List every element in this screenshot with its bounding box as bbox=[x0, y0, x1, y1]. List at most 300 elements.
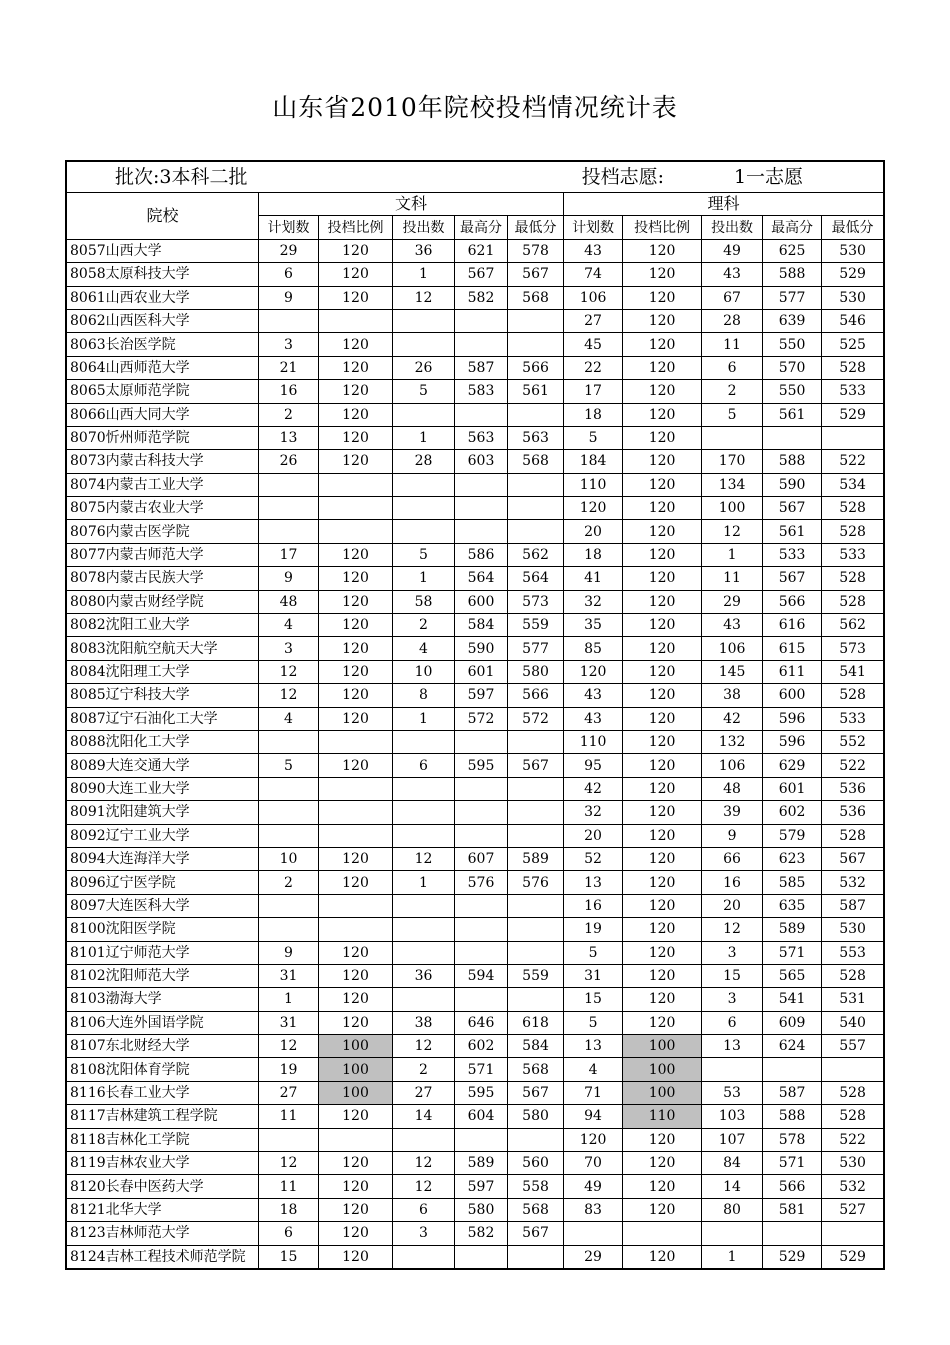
col-header: 投档比例 bbox=[623, 216, 702, 239]
arts-cell: 120 bbox=[319, 1198, 393, 1221]
arts-cell: 4 bbox=[259, 707, 319, 730]
arts-cell bbox=[393, 309, 455, 332]
arts-cell: 595 bbox=[455, 754, 508, 777]
arts-cell: 578 bbox=[508, 239, 564, 262]
school-name: 8057山西大学 bbox=[67, 239, 259, 262]
school-name: 8073内蒙古科技大学 bbox=[67, 450, 259, 473]
arts-cell bbox=[455, 309, 508, 332]
school-name: 8120长春中医药大学 bbox=[67, 1175, 259, 1198]
science-cell: 530 bbox=[822, 1152, 884, 1175]
science-cell: 528 bbox=[822, 684, 884, 707]
arts-cell: 120 bbox=[319, 239, 393, 262]
science-cell: 11 bbox=[702, 333, 763, 356]
arts-cell: 10 bbox=[259, 847, 319, 870]
arts-cell bbox=[259, 730, 319, 753]
arts-cell: 3 bbox=[259, 637, 319, 660]
science-cell: 585 bbox=[763, 871, 822, 894]
arts-cell: 26 bbox=[393, 356, 455, 379]
arts-cell: 120 bbox=[319, 964, 393, 987]
science-cell: 581 bbox=[763, 1198, 822, 1221]
table-row bbox=[67, 590, 884, 613]
school-name: 8065太原师范学院 bbox=[67, 380, 259, 403]
science-cell: 134 bbox=[702, 473, 763, 496]
science-cell: 120 bbox=[623, 730, 702, 753]
science-cell: 170 bbox=[702, 450, 763, 473]
table-row bbox=[67, 707, 884, 730]
science-cell: 528 bbox=[822, 964, 884, 987]
arts-cell: 2 bbox=[259, 403, 319, 426]
school-header: 院校 bbox=[67, 193, 259, 240]
science-cell: 609 bbox=[763, 1011, 822, 1034]
table-row bbox=[67, 543, 884, 566]
arts-cell: 1 bbox=[393, 567, 455, 590]
science-cell: 590 bbox=[763, 473, 822, 496]
science-cell: 570 bbox=[763, 356, 822, 379]
science-cell: 629 bbox=[763, 754, 822, 777]
arts-cell: 1 bbox=[393, 263, 455, 286]
science-cell: 557 bbox=[822, 1035, 884, 1058]
science-cell: 1 bbox=[702, 1245, 763, 1268]
table-row bbox=[67, 520, 884, 543]
arts-cell: 12 bbox=[259, 684, 319, 707]
arts-cell bbox=[508, 520, 564, 543]
arts-cell: 120 bbox=[319, 684, 393, 707]
school-name: 8075内蒙古农业大学 bbox=[67, 497, 259, 520]
table-row bbox=[67, 964, 884, 987]
arts-cell: 17 bbox=[259, 543, 319, 566]
science-cell bbox=[822, 1222, 884, 1245]
arts-cell bbox=[259, 1128, 319, 1151]
arts-cell: 12 bbox=[393, 1035, 455, 1058]
science-cell: 120 bbox=[623, 871, 702, 894]
science-cell bbox=[822, 1058, 884, 1081]
science-cell: 531 bbox=[822, 988, 884, 1011]
science-cell: 83 bbox=[564, 1198, 623, 1221]
science-cell: 120 bbox=[623, 964, 702, 987]
science-cell: 1 bbox=[702, 543, 763, 566]
arts-cell bbox=[455, 1128, 508, 1151]
arts-cell: 646 bbox=[455, 1011, 508, 1034]
science-cell: 530 bbox=[822, 286, 884, 309]
arts-cell: 580 bbox=[455, 1198, 508, 1221]
school-name: 8080内蒙古财经学院 bbox=[67, 590, 259, 613]
col-header: 最高分 bbox=[455, 216, 508, 239]
science-cell: 184 bbox=[564, 450, 623, 473]
science-cell: 2 bbox=[702, 380, 763, 403]
arts-cell bbox=[508, 824, 564, 847]
school-name: 8108沈阳体育学院 bbox=[67, 1058, 259, 1081]
school-name: 8107东北财经大学 bbox=[67, 1035, 259, 1058]
table-row bbox=[67, 801, 884, 824]
arts-cell: 6 bbox=[393, 754, 455, 777]
arts-cell bbox=[455, 941, 508, 964]
arts-cell: 120 bbox=[319, 847, 393, 870]
arts-cell bbox=[319, 309, 393, 332]
science-cell: 552 bbox=[822, 730, 884, 753]
arts-cell bbox=[508, 777, 564, 800]
volunteer-value: 1一志愿 bbox=[733, 166, 804, 188]
arts-cell bbox=[319, 520, 393, 543]
table-row bbox=[67, 1198, 884, 1221]
arts-cell: 580 bbox=[508, 1105, 564, 1128]
arts-cell: 120 bbox=[319, 1175, 393, 1198]
arts-cell: 607 bbox=[455, 847, 508, 870]
table-row bbox=[67, 730, 884, 753]
arts-cell: 589 bbox=[455, 1152, 508, 1175]
arts-cell: 120 bbox=[319, 1152, 393, 1175]
table-row bbox=[67, 473, 884, 496]
arts-cell: 120 bbox=[319, 614, 393, 637]
science-cell: 67 bbox=[702, 286, 763, 309]
science-cell: 120 bbox=[623, 918, 702, 941]
arts-cell: 559 bbox=[508, 964, 564, 987]
arts-cell bbox=[393, 403, 455, 426]
school-name: 8076内蒙古医学院 bbox=[67, 520, 259, 543]
arts-cell bbox=[319, 894, 393, 917]
science-cell: 4 bbox=[564, 1058, 623, 1081]
science-cell: 120 bbox=[623, 1245, 702, 1268]
arts-cell: 120 bbox=[319, 1222, 393, 1245]
arts-cell: 120 bbox=[319, 1105, 393, 1128]
arts-cell: 568 bbox=[508, 1198, 564, 1221]
science-cell: 120 bbox=[623, 356, 702, 379]
arts-cell bbox=[455, 497, 508, 520]
arts-cell: 582 bbox=[455, 1222, 508, 1245]
science-cell: 106 bbox=[702, 754, 763, 777]
arts-cell: 563 bbox=[508, 426, 564, 449]
table-row bbox=[67, 1081, 884, 1104]
arts-cell bbox=[455, 1245, 508, 1268]
science-cell bbox=[623, 1222, 702, 1245]
science-cell: 43 bbox=[564, 707, 623, 730]
table-row bbox=[67, 894, 884, 917]
arts-cell: 567 bbox=[508, 1222, 564, 1245]
table-row bbox=[67, 871, 884, 894]
science-cell: 43 bbox=[702, 614, 763, 637]
arts-cell: 564 bbox=[455, 567, 508, 590]
science-cell: 18 bbox=[564, 403, 623, 426]
arts-cell: 2 bbox=[393, 614, 455, 637]
science-cell: 35 bbox=[564, 614, 623, 637]
arts-cell bbox=[455, 730, 508, 753]
science-cell: 602 bbox=[763, 801, 822, 824]
science-cell: 120 bbox=[623, 403, 702, 426]
science-cell: 533 bbox=[822, 543, 884, 566]
science-cell: 110 bbox=[564, 473, 623, 496]
science-cell: 527 bbox=[822, 1198, 884, 1221]
science-cell: 13 bbox=[564, 871, 623, 894]
arts-cell: 3 bbox=[259, 333, 319, 356]
arts-cell: 58 bbox=[393, 590, 455, 613]
arts-cell: 577 bbox=[508, 637, 564, 660]
science-cell: 541 bbox=[763, 988, 822, 1011]
science-cell: 74 bbox=[564, 263, 623, 286]
arts-cell: 566 bbox=[508, 684, 564, 707]
science-cell: 120 bbox=[623, 894, 702, 917]
science-cell: 120 bbox=[623, 1198, 702, 1221]
arts-cell bbox=[259, 520, 319, 543]
science-cell: 120 bbox=[623, 333, 702, 356]
science-cell: 13 bbox=[564, 1035, 623, 1058]
arts-cell bbox=[319, 777, 393, 800]
science-cell: 120 bbox=[623, 450, 702, 473]
arts-cell: 120 bbox=[319, 871, 393, 894]
arts-cell bbox=[508, 918, 564, 941]
school-name: 8084沈阳理工大学 bbox=[67, 660, 259, 683]
arts-cell: 12 bbox=[259, 1152, 319, 1175]
arts-cell bbox=[319, 918, 393, 941]
arts-cell bbox=[259, 801, 319, 824]
science-cell: 530 bbox=[822, 918, 884, 941]
arts-cell bbox=[455, 894, 508, 917]
science-cell: 39 bbox=[702, 801, 763, 824]
arts-cell bbox=[508, 473, 564, 496]
science-cell: 546 bbox=[822, 309, 884, 332]
science-cell: 29 bbox=[702, 590, 763, 613]
science-cell: 532 bbox=[822, 1175, 884, 1198]
arts-cell bbox=[393, 941, 455, 964]
science-cell: 43 bbox=[564, 684, 623, 707]
science-cell: 12 bbox=[702, 918, 763, 941]
science-cell: 5 bbox=[702, 403, 763, 426]
arts-cell: 120 bbox=[319, 660, 393, 683]
science-cell: 615 bbox=[763, 637, 822, 660]
science-cell: 17 bbox=[564, 380, 623, 403]
arts-cell: 9 bbox=[259, 941, 319, 964]
arts-cell: 567 bbox=[455, 263, 508, 286]
arts-cell bbox=[393, 894, 455, 917]
science-cell: 15 bbox=[564, 988, 623, 1011]
science-cell: 120 bbox=[623, 988, 702, 1011]
school-name: 8123吉林师范大学 bbox=[67, 1222, 259, 1245]
school-name: 8066山西大同大学 bbox=[67, 403, 259, 426]
science-cell bbox=[564, 1222, 623, 1245]
volunteer-cell bbox=[564, 162, 884, 193]
arts-cell bbox=[259, 824, 319, 847]
arts-cell: 16 bbox=[259, 380, 319, 403]
arts-cell bbox=[319, 824, 393, 847]
arts-cell: 572 bbox=[455, 707, 508, 730]
science-cell: 567 bbox=[822, 847, 884, 870]
science-cell: 567 bbox=[763, 567, 822, 590]
science-cell: 536 bbox=[822, 801, 884, 824]
arts-cell bbox=[259, 918, 319, 941]
arts-cell: 1 bbox=[259, 988, 319, 1011]
science-cell: 596 bbox=[763, 730, 822, 753]
arts-cell: 580 bbox=[508, 660, 564, 683]
science-cell: 120 bbox=[623, 941, 702, 964]
arts-cell: 6 bbox=[259, 263, 319, 286]
science-cell: 110 bbox=[623, 1105, 702, 1128]
science-cell: 145 bbox=[702, 660, 763, 683]
arts-cell: 560 bbox=[508, 1152, 564, 1175]
arts-cell: 38 bbox=[393, 1011, 455, 1034]
science-cell: 120 bbox=[623, 286, 702, 309]
arts-cell: 567 bbox=[508, 754, 564, 777]
arts-cell: 12 bbox=[393, 1175, 455, 1198]
science-cell: 589 bbox=[763, 918, 822, 941]
school-name: 8124吉林工程技术师范学院 bbox=[67, 1245, 259, 1268]
arts-cell: 12 bbox=[393, 847, 455, 870]
science-cell: 84 bbox=[702, 1152, 763, 1175]
science-cell: 110 bbox=[564, 730, 623, 753]
arts-cell bbox=[393, 824, 455, 847]
arts-cell: 584 bbox=[455, 614, 508, 637]
science-cell: 43 bbox=[564, 239, 623, 262]
arts-cell: 13 bbox=[259, 426, 319, 449]
arts-cell: 11 bbox=[259, 1175, 319, 1198]
table-row bbox=[67, 1128, 884, 1151]
school-name: 8063长治医学院 bbox=[67, 333, 259, 356]
science-cell bbox=[822, 426, 884, 449]
science-cell: 120 bbox=[623, 824, 702, 847]
science-cell: 120 bbox=[623, 1175, 702, 1198]
arts-cell bbox=[455, 824, 508, 847]
arts-cell: 5 bbox=[259, 754, 319, 777]
table-row bbox=[67, 567, 884, 590]
arts-cell bbox=[259, 777, 319, 800]
arts-cell: 576 bbox=[455, 871, 508, 894]
arts-cell: 563 bbox=[455, 426, 508, 449]
science-cell: 596 bbox=[763, 707, 822, 730]
science-cell: 541 bbox=[822, 660, 884, 683]
science-cell: 120 bbox=[623, 637, 702, 660]
science-cell: 587 bbox=[822, 894, 884, 917]
science-cell: 579 bbox=[763, 824, 822, 847]
science-cell: 522 bbox=[822, 754, 884, 777]
arts-cell: 568 bbox=[508, 450, 564, 473]
table-row bbox=[67, 614, 884, 637]
arts-cell: 120 bbox=[319, 333, 393, 356]
science-cell: 120 bbox=[564, 660, 623, 683]
arts-cell bbox=[319, 801, 393, 824]
col-header: 最低分 bbox=[508, 216, 564, 239]
school-name: 8083沈阳航空航天大学 bbox=[67, 637, 259, 660]
science-cell: 100 bbox=[623, 1081, 702, 1104]
arts-cell: 120 bbox=[319, 1245, 393, 1268]
science-cell: 525 bbox=[822, 333, 884, 356]
science-cell: 624 bbox=[763, 1035, 822, 1058]
science-cell: 532 bbox=[822, 871, 884, 894]
arts-cell: 604 bbox=[455, 1105, 508, 1128]
arts-cell: 120 bbox=[319, 263, 393, 286]
arts-cell: 18 bbox=[259, 1198, 319, 1221]
science-cell: 120 bbox=[623, 847, 702, 870]
arts-cell: 120 bbox=[319, 403, 393, 426]
arts-cell: 120 bbox=[319, 450, 393, 473]
table-row bbox=[67, 426, 884, 449]
arts-cell: 586 bbox=[455, 543, 508, 566]
school-name: 8082沈阳工业大学 bbox=[67, 614, 259, 637]
arts-cell: 561 bbox=[508, 380, 564, 403]
science-cell: 32 bbox=[564, 801, 623, 824]
batch-label: 批次:3本科二批 bbox=[67, 162, 564, 193]
science-cell: 42 bbox=[702, 707, 763, 730]
science-cell: 3 bbox=[702, 941, 763, 964]
school-name: 8088沈阳化工大学 bbox=[67, 730, 259, 753]
science-cell: 15 bbox=[702, 964, 763, 987]
science-cell: 31 bbox=[564, 964, 623, 987]
science-cell bbox=[702, 426, 763, 449]
science-cell: 103 bbox=[702, 1105, 763, 1128]
science-cell: 528 bbox=[822, 824, 884, 847]
table-row bbox=[67, 684, 884, 707]
school-name: 8078内蒙古民族大学 bbox=[67, 567, 259, 590]
science-cell: 28 bbox=[702, 309, 763, 332]
arts-cell bbox=[393, 1128, 455, 1151]
page-title: 山东省2010年院校投档情况统计表 bbox=[272, 93, 678, 122]
science-cell: 561 bbox=[763, 520, 822, 543]
science-cell: 53 bbox=[702, 1081, 763, 1104]
arts-cell: 120 bbox=[319, 356, 393, 379]
science-cell: 132 bbox=[702, 730, 763, 753]
arts-cell: 100 bbox=[319, 1081, 393, 1104]
science-cell: 635 bbox=[763, 894, 822, 917]
table-row bbox=[67, 1011, 884, 1034]
science-cell: 49 bbox=[564, 1175, 623, 1198]
school-name: 8070忻州师范学院 bbox=[67, 426, 259, 449]
arts-cell bbox=[455, 520, 508, 543]
science-cell: 120 bbox=[623, 543, 702, 566]
arts-cell bbox=[393, 918, 455, 941]
batch-row bbox=[67, 162, 884, 193]
science-cell: 611 bbox=[763, 660, 822, 683]
table-row bbox=[67, 824, 884, 847]
table-row bbox=[67, 356, 884, 379]
arts-cell bbox=[508, 801, 564, 824]
arts-cell: 1 bbox=[393, 426, 455, 449]
science-cell: 48 bbox=[702, 777, 763, 800]
table-row bbox=[67, 941, 884, 964]
school-name: 8074内蒙古工业大学 bbox=[67, 473, 259, 496]
arts-cell: 562 bbox=[508, 543, 564, 566]
science-cell: 578 bbox=[763, 1128, 822, 1151]
arts-cell: 27 bbox=[259, 1081, 319, 1104]
arts-cell: 28 bbox=[393, 450, 455, 473]
table-row bbox=[67, 777, 884, 800]
science-cell: 22 bbox=[564, 356, 623, 379]
science-cell: 528 bbox=[822, 497, 884, 520]
arts-cell bbox=[393, 1245, 455, 1268]
volunteer-label: 投档志愿: bbox=[581, 166, 664, 188]
science-cell: 120 bbox=[564, 1128, 623, 1151]
science-cell: 120 bbox=[623, 239, 702, 262]
table-row bbox=[67, 1105, 884, 1128]
science-cell: 530 bbox=[822, 239, 884, 262]
arts-cell bbox=[259, 473, 319, 496]
arts-cell: 120 bbox=[319, 286, 393, 309]
science-cell: 120 bbox=[623, 380, 702, 403]
school-name: 8116长春工业大学 bbox=[67, 1081, 259, 1104]
arts-cell: 576 bbox=[508, 871, 564, 894]
table-row bbox=[67, 333, 884, 356]
arts-cell: 1 bbox=[393, 707, 455, 730]
arts-cell: 14 bbox=[393, 1105, 455, 1128]
arts-cell: 582 bbox=[455, 286, 508, 309]
arts-cell: 603 bbox=[455, 450, 508, 473]
science-cell: 120 bbox=[623, 754, 702, 777]
arts-cell: 567 bbox=[508, 1081, 564, 1104]
arts-cell: 1 bbox=[393, 871, 455, 894]
science-cell: 533 bbox=[822, 707, 884, 730]
arts-cell: 5 bbox=[393, 543, 455, 566]
col-header: 最低分 bbox=[822, 216, 884, 239]
arts-cell: 5 bbox=[393, 380, 455, 403]
school-name: 8064山西师范大学 bbox=[67, 356, 259, 379]
science-cell: 100 bbox=[623, 1058, 702, 1081]
arts-cell: 601 bbox=[455, 660, 508, 683]
arts-cell bbox=[508, 1128, 564, 1151]
